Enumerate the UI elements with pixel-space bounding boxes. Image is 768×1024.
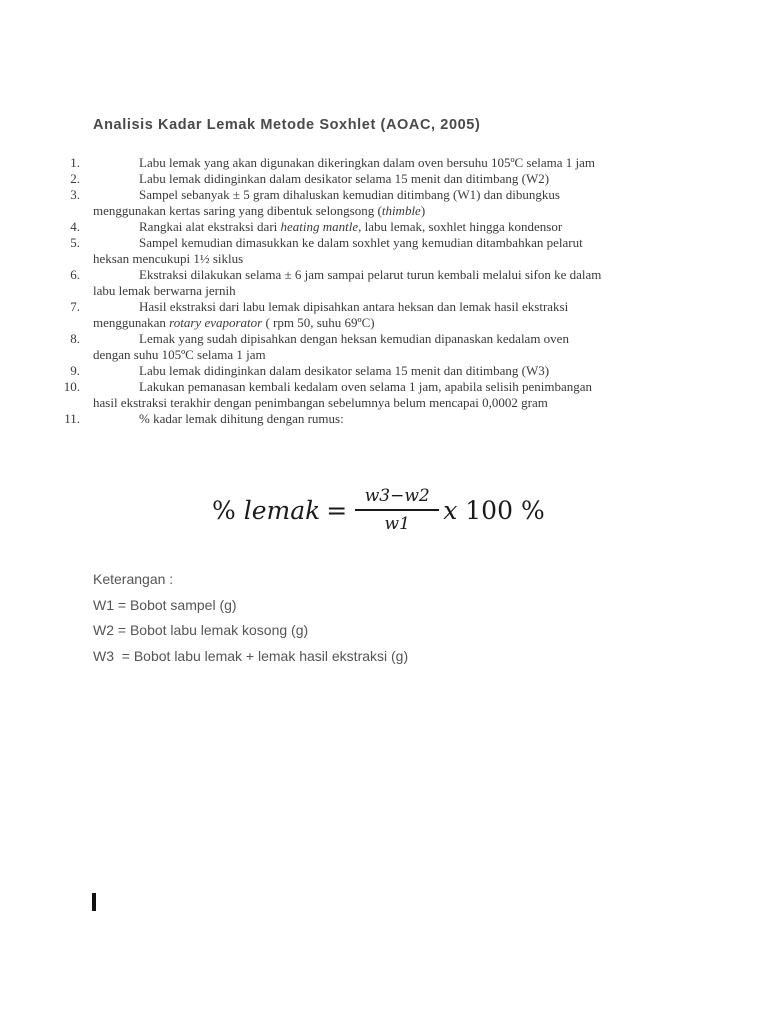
procedure-step — [60, 363, 680, 379]
step-text: % kadar lemak dihitung dengan rumus: — [139, 411, 344, 426]
step-text-part: ) — [420, 203, 426, 218]
step-text-part: Rangkai alat ekstraksi dari — [139, 219, 281, 234]
step-text: Labu lemak didinginkan dalam desikator selama 15 menit dan ditimbang (W2) — [139, 171, 550, 186]
procedure-step — [60, 187, 680, 219]
text-cursor-mark — [92, 893, 96, 911]
formula-denominator: w1 — [384, 513, 410, 534]
step-term: heating mantle — [280, 219, 359, 234]
step-number: 7. — [70, 299, 80, 314]
step-text-part: menggunakan kertas saring yang dibentuk selongsong ( — [93, 203, 382, 218]
step-term: thimble — [381, 203, 421, 218]
legend-section — [93, 569, 593, 671]
procedure-list — [60, 155, 680, 427]
step-continuation: heksan mencukupi 1½ siklus — [93, 251, 244, 266]
step-number: 6. — [70, 267, 80, 282]
step-continuation: hasil ekstraksi terakhir dengan penimbangan sebelumnya belum mencapai 0,0002 gram — [93, 395, 548, 410]
formula-times: x — [443, 495, 458, 525]
step-number: 10. — [63, 379, 80, 394]
step-number: 5. — [70, 235, 80, 250]
procedure-step — [60, 155, 680, 171]
step-text-part: ( rpm 50, suhu 69ºC) — [262, 315, 375, 330]
formula-percent-sign: % — [212, 495, 244, 525]
formula-numerator: w3−w2 — [364, 486, 430, 507]
procedure-step — [60, 171, 680, 187]
step-term: rotary evaporator — [169, 315, 263, 330]
step-number: 9. — [70, 363, 80, 378]
legend-line-w2: W2 = Bobot labu lemak kosong (g) — [93, 622, 309, 638]
step-number: 3. — [70, 187, 80, 202]
step-text: Hasil ekstraksi dari labu lemak dipisahkan antara heksan dan lemak hasil ekstraksi — [139, 299, 569, 314]
formula-fraction — [355, 485, 439, 535]
step-number: 2. — [70, 171, 80, 186]
legend-line-w1: W1 = Bobot sampel (g) — [93, 596, 237, 613]
procedure-step — [60, 219, 680, 235]
step-continuation: labu lemak berwarna jernih — [93, 283, 236, 298]
procedure-step — [60, 379, 680, 411]
formula-rhs — [443, 496, 544, 525]
procedure-step — [60, 331, 680, 363]
formula-lhs — [212, 496, 320, 525]
step-text: Labu lemak didinginkan dalam desikator selama 15 menit dan ditimbang (W3) — [139, 363, 550, 378]
step-text-part: menggunakan — [93, 315, 170, 330]
step-text: Sampel kemudian dimasukkan ke dalam soxhlet yang kemudian ditambahkan pelarut — [139, 235, 583, 250]
fat-content-formula — [212, 478, 572, 542]
procedure-step — [60, 267, 680, 299]
formula-constant: 100 % — [457, 495, 545, 525]
step-text: Labu lemak yang akan digunakan dikeringkan dalam oven bersuhu 105ºC selama 1 jam — [139, 155, 596, 170]
step-number: 1. — [70, 155, 80, 170]
step-text: Sampel sebanyak ± 5 gram dihaluskan kemudian ditimbang (W1) dan dibungkus — [139, 187, 560, 202]
step-number: 8. — [70, 331, 80, 346]
step-number: 4. — [70, 219, 80, 234]
step-text: Ekstraksi dilakukan selama ± 6 jam sampai pelarut turun kembali melalui sifon ke dalam — [139, 267, 602, 282]
procedure-step — [60, 235, 680, 267]
step-text: Lemak yang sudah dipisahkan dengan heksan kemudian dipanaskan kedalam oven — [139, 331, 569, 346]
formula-variable: lemak — [243, 495, 321, 525]
step-continuation — [93, 315, 680, 331]
step-number: 11. — [64, 411, 80, 426]
document-title: Analisis Kadar Lemak Metode Soxhlet (AOAC, 2005) — [93, 117, 481, 133]
fraction-bar — [355, 509, 439, 511]
procedure-step — [60, 411, 680, 427]
legend-heading: Keterangan : — [93, 571, 174, 587]
procedure-step — [60, 299, 680, 331]
step-text — [93, 219, 680, 235]
step-text: Lakukan pemanasan kembali kedalam oven selama 1 jam, apabila selisih penimbangan — [139, 379, 593, 394]
legend-line-w3: W3 = Bobot labu lemak + lemak hasil ekstraksi (g) — [93, 647, 409, 664]
step-continuation — [93, 203, 680, 219]
formula-equals: = — [326, 495, 348, 525]
step-continuation: dengan suhu 105ºC selama 1 jam — [93, 347, 266, 362]
step-text-part: , labu lemak, soxhlet hingga kondensor — [358, 219, 563, 234]
